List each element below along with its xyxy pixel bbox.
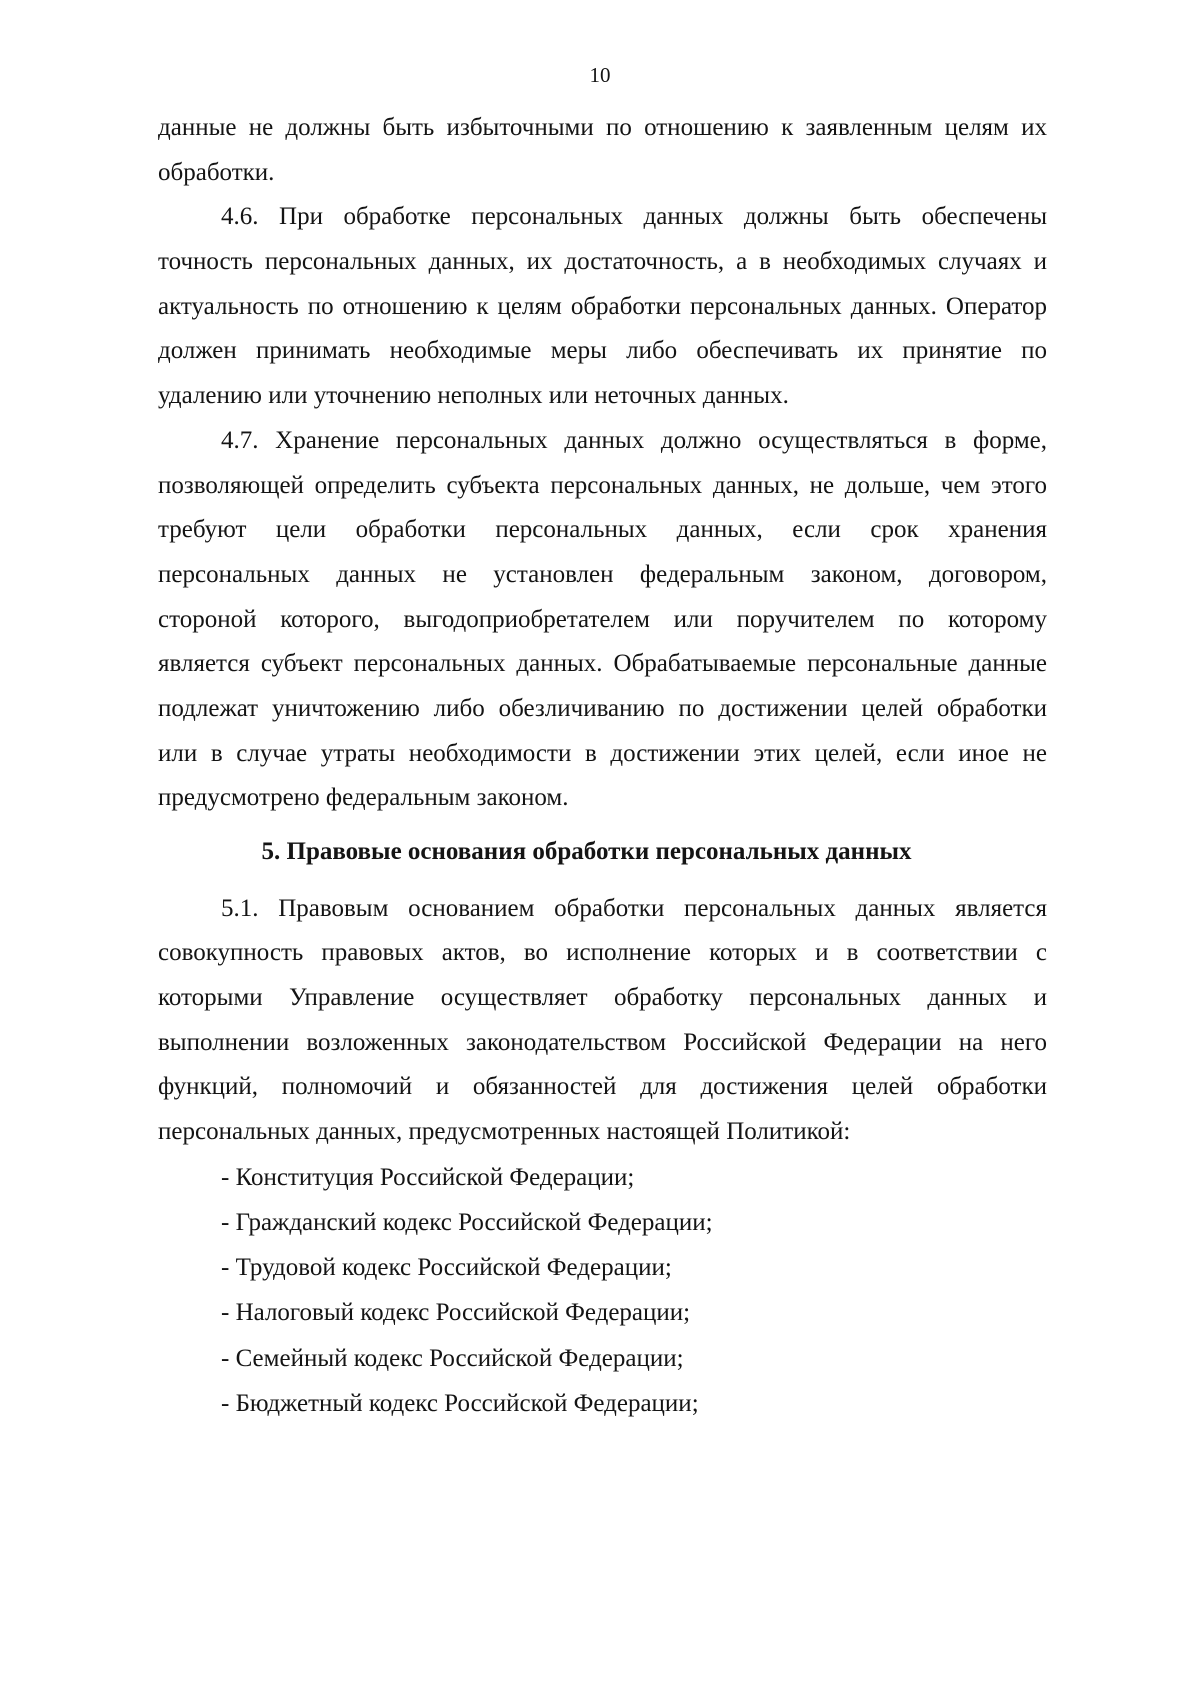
paragraph-line: или в случае утраты необходимости в достижении этих целей, если иное не [158, 739, 1047, 767]
paragraph-line: совокупность правовых актов, во исполнение которых и в соответствии с [158, 939, 1047, 967]
section-heading: 5. Правовые основания обработки персональных данных [261, 838, 912, 865]
paragraph-line: предусмотрено федеральным законом. [158, 784, 569, 812]
paragraph-line: которыми Управление осуществляет обработку персональных данных и [158, 984, 1047, 1012]
paragraph-line: 5.1. Правовым основанием обработки персональных данных является [221, 894, 1047, 922]
list-item: - Конституция Российской Федерации; [221, 1163, 635, 1191]
paragraph-line: удалению или уточнению неполных или неточных данных. [158, 382, 789, 410]
list-item: - Налоговый кодекс Российской Федерации; [221, 1299, 691, 1327]
paragraph-line: выполнении возложенных законодательством Российской Федерации на него [158, 1028, 1047, 1056]
list-item: - Трудовой кодекс Российской Федерации; [221, 1254, 672, 1282]
list-item: - Семейный кодекс Российской Федерации; [221, 1344, 684, 1372]
paragraph-line: 4.7. Хранение персональных данных должно осуществляться в форме, [221, 426, 1047, 454]
page-content [158, 106, 1047, 1426]
paragraph-4-6 [158, 195, 1047, 418]
paragraph-line: персональных данных, предусмотренных настоящей Политикой: [158, 1118, 851, 1146]
paragraph-line: требуют цели обработки персональных данных, если срок хранения [158, 516, 1047, 544]
paragraph-line: 4.6. При обработке персональных данных должны быть обеспечены [221, 203, 1047, 231]
paragraph-line: данные не должны быть избыточными по отношению к заявленным целям их [158, 114, 1047, 141]
paragraph-line: точность персональных данных, их достаточность, а в необходимых случаях и [158, 248, 1047, 276]
paragraph-line: стороной которого, выгодоприобретателем или поручителем по которому [158, 605, 1047, 633]
page-number: 10 [589, 63, 611, 87]
paragraph-line: функций, полномочий и обязанностей для достижения целей обработки [158, 1073, 1047, 1101]
paragraph-line: персональных данных не установлен федеральным законом, договором, [158, 560, 1047, 588]
list-item: - Бюджетный кодекс Российской Федерации; [221, 1389, 699, 1417]
paragraph-line: позволяющей определить субъекта персональных данных, не дольше, чем этого [158, 471, 1047, 499]
paragraph-line: является субъект персональных данных. Обрабатываемые персональные данные [158, 650, 1047, 678]
paragraph-line: подлежат уничтожению либо обезличиванию по достижении целей обработки [158, 694, 1047, 722]
list-item: - Гражданский кодекс Российской Федерации; [221, 1209, 713, 1236]
paragraph-continuation [158, 106, 1047, 195]
paragraph-line: должен принимать необходимые меры либо обеспечивать их принятие по [158, 337, 1047, 365]
paragraph-line: обработки. [158, 158, 275, 186]
paragraph-5-1 [158, 887, 1047, 1155]
paragraph-line: актуальность по отношению к целям обработки персональных данных. Оператор [158, 292, 1047, 320]
paragraph-4-7 [158, 419, 1047, 821]
legal-acts-list [158, 1155, 1047, 1426]
